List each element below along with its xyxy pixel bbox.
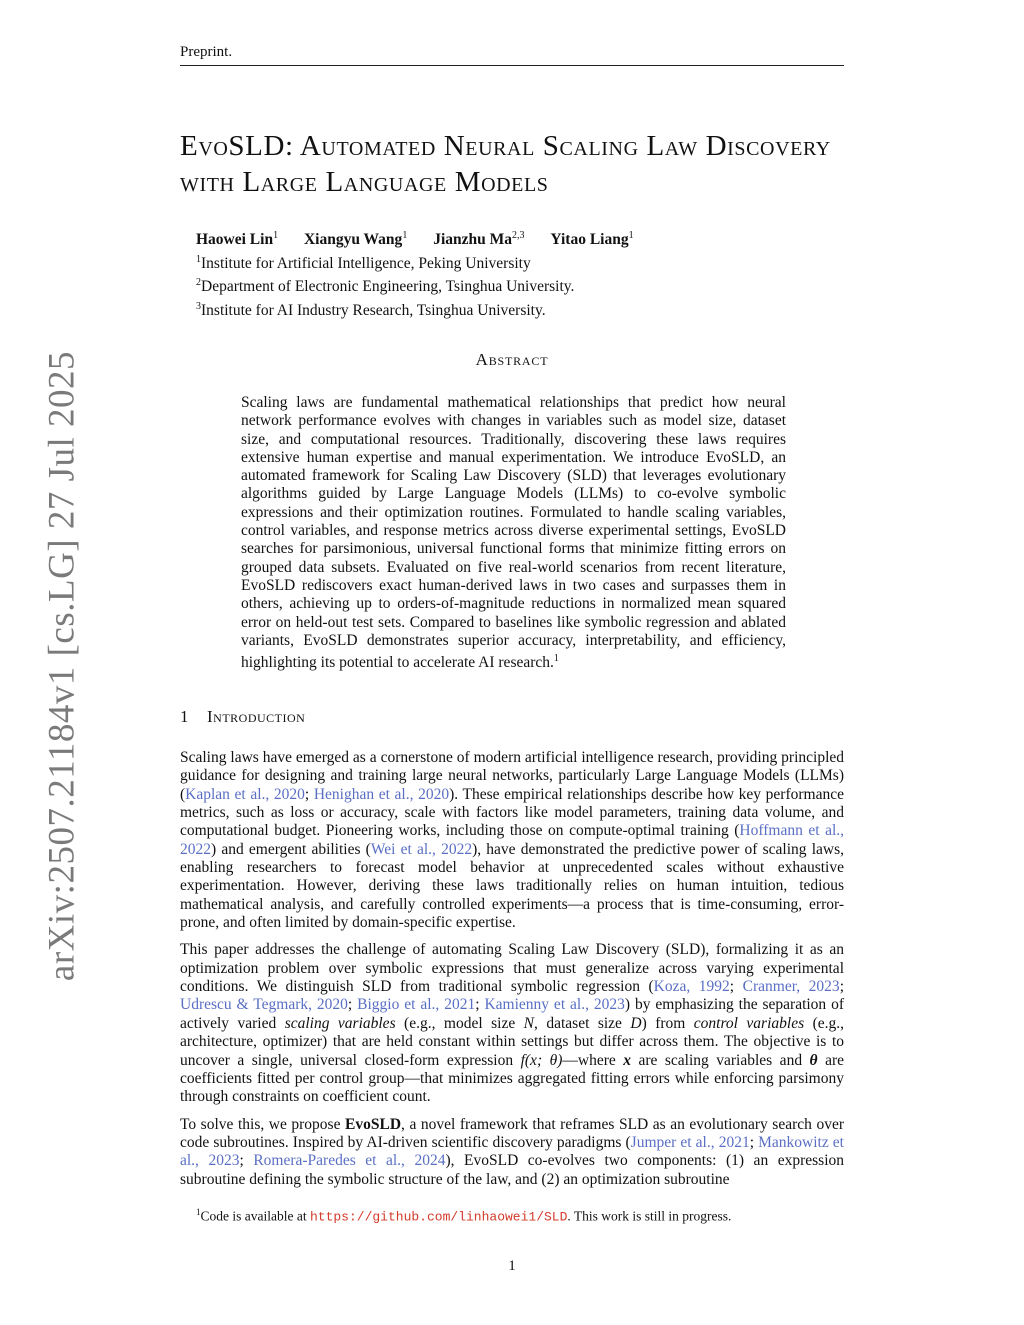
introduction-body [180, 749, 844, 1198]
author-name [550, 231, 633, 248]
paragraph-text: This paper addresses the challenge of automating Scaling Law Discovery (SLD), formalizing it as an optimization problem over symbolic expressions that must generalize across varying experimental conditions. We distinguish SLD from traditional symbolic regression ( [180, 941, 844, 996]
paragraph [180, 749, 844, 932]
author-affiliation-mark: 1 [402, 230, 408, 241]
paper-title: EvoSLD: Automated Neural Scaling Law Discovery with Large Language Models [180, 130, 831, 198]
paragraph-text: are coefficients fitted per control group—that minimizes aggregated fitting errors while enforcing parsimony through constraints on coefficient count. [180, 1051, 844, 1106]
arxiv-identifier-stamp: arXiv:2507.21184v1 [cs.LG] 27 Jul 2025 [41, 350, 83, 982]
paragraph-text: ; [239, 1152, 254, 1170]
footnote-text: Code is available at [200, 1208, 310, 1224]
paragraph-text: , a novel framework that reframes SLD as an evolutionary search over code subroutines. Inspired by AI-driven scientific discovery paradigms ( [180, 1115, 844, 1151]
citation-link[interactable]: Jumper et al., 2021 [630, 1133, 750, 1151]
paragraph [180, 1116, 844, 1189]
author-affiliation-mark: 1 [628, 230, 634, 241]
math-symbol: D [630, 1014, 642, 1032]
paragraph-text: are scaling variables and [630, 1051, 810, 1069]
section-heading [180, 707, 305, 727]
section-title: Introduction [207, 707, 306, 726]
affiliation-mark: 2 [196, 277, 201, 289]
section-number: 1 [180, 707, 189, 726]
paragraph-text: ; [304, 785, 314, 803]
affiliation-text: Institute for AI Industry Research, Tsinghua University. [201, 302, 546, 320]
footnote-mark: 1 [196, 1207, 201, 1217]
footnote [196, 1207, 836, 1225]
author-affiliation-mark: 1 [273, 230, 279, 241]
paragraph-text: ; [749, 1133, 759, 1151]
author-name [433, 231, 524, 248]
citation-link[interactable]: Kamienny et al., 2023 [484, 996, 625, 1014]
abstract-text: Scaling laws are fundamental mathematical relationships that predict how neural network performance evolves with changes in variables such as model size, dataset size, and computational resources. Traditionally, discovering these laws requires extensive human expertise and manual experimentation. We introduce EvoSLD, an automated framework for Scaling Law Discovery (SLD) that leverages evolutionary algorithms guided by Large Language Models (LLMs) to co-evolve symbolic expressions and their optimization routines. Formulated to handle scaling variables, control variables, and response metrics across diverse experimental settings, EvoSLD searches for parsimonious, universal functional forms that minimize fitting errors on grouped data subsets. Evaluated on five real-world scenarios from recent literature, EvoSLD rediscovers exact human-derived laws in two cases and surpasses them in others, achieving up to orders-of-magnitude reductions in normalized mean squared error on held-out test sets. Compared to baselines like symbolic regression and ablated variants, EvoSLD demonstrates superior accuracy, interpretability, and efficiency, highlighting its potential to accelerate AI research. [241, 394, 786, 672]
author-name-text: Yitao Liang [550, 231, 629, 249]
footnote-reference-mark[interactable]: 1 [553, 653, 559, 665]
paragraph-text: ), have demonstrated the predictive power of scaling laws, enabling researchers to forecast model behavior at unprecedented scales without exhaustive experimentation. However, deriving these laws traditionally relies on human intuition, tedious mathematical analysis, and carefully controlled experiments—a process that is time-consuming, error-prone, and often limited by domain-specific expertise. [180, 840, 844, 932]
affiliation-text: Institute for Artificial Intelligence, Peking University [201, 254, 531, 272]
paragraph-text: ; [839, 978, 844, 996]
citation-link[interactable]: Udrescu & Tegmark, 2020 [180, 996, 348, 1014]
paragraph-text: ). These empirical relationships describe how key performance metrics, such as loss or accuracy, scale with factors like model parameters, training data volume, and computational budget. Pioneering works, including those on compute-optimal training ( [180, 785, 844, 840]
citation-link[interactable]: Hoffmann et al., 2022 [180, 822, 844, 858]
author-name [304, 231, 407, 248]
paragraph [180, 941, 844, 1106]
abstract-body [241, 394, 786, 673]
paragraph-text: (e.g., architecture, optimizer) that are held constant within settings but differ across them. The objective is to uncover a single, universal closed-form expression [180, 1014, 844, 1069]
math-expression: f(x; θ) [520, 1051, 563, 1069]
affiliation-mark: 3 [196, 300, 201, 312]
emphasized-term: control variables [693, 1014, 805, 1032]
citation-link[interactable]: Cranmer, 2023 [742, 978, 840, 996]
citation-link[interactable]: Henighan et al., 2020 [313, 785, 450, 803]
emphasized-term: scaling variables [284, 1014, 396, 1032]
author-affiliation-mark: 2,3 [512, 230, 525, 241]
paragraph-text: To solve this, we propose [180, 1115, 346, 1133]
page-number: 1 [508, 1258, 516, 1274]
paragraph-text: , dataset size [534, 1014, 631, 1032]
author-name-text: Haowei Lin [196, 231, 274, 249]
author-block [196, 226, 836, 321]
author-names [196, 226, 836, 250]
paragraph-text: ) by emphasizing the separation of actively varied [180, 996, 845, 1032]
citation-link[interactable]: Biggio et al., 2021 [357, 996, 476, 1014]
abstract-heading: Abstract [475, 350, 549, 369]
paragraph-text: (e.g., model size [395, 1014, 524, 1032]
paragraph-text: ) and emergent abilities ( [211, 840, 371, 858]
affiliation-line [196, 297, 836, 321]
citation-link[interactable]: Kaplan et al., 2020 [185, 785, 305, 803]
paragraph-text: ; [347, 996, 358, 1014]
citation-link[interactable]: Koza, 1992 [653, 978, 730, 996]
paragraph-text: —where [562, 1051, 624, 1069]
author-name-text: Xiangyu Wang [303, 231, 403, 249]
affiliation-text: Department of Electronic Engineering, Tsinghua University. [201, 278, 575, 296]
math-symbol: N [523, 1014, 535, 1032]
affiliation-line [196, 273, 836, 297]
paragraph-text: ) from [641, 1014, 694, 1032]
running-head: Preprint. [180, 44, 844, 66]
paragraph-text: ; [475, 996, 485, 1014]
citation-link[interactable]: Romera-Paredes et al., 2024 [253, 1152, 446, 1170]
paragraph-text: Scaling laws have emerged as a cornerstone of modern artificial intelligence research, providing principled guidance for designing and training large neural networks, particularly Large Language Models (LLMs) ( [180, 749, 844, 803]
code-repository-link[interactable]: https://github.com/linhaowei1/SLD [309, 1209, 568, 1225]
author-name [196, 231, 278, 248]
paragraph-text: ), EvoSLD co-evolves two components: (1) an expression subroutine defining the symbolic structure of the law, and (2) an optimization subroutine [180, 1152, 845, 1188]
math-symbol: θ [809, 1051, 818, 1069]
affiliation-line [196, 250, 836, 274]
footnote-text: . This work is still in progress. [567, 1208, 732, 1224]
paragraph-text: ; [729, 978, 743, 996]
math-symbol: x [623, 1051, 631, 1069]
framework-name: EvoSLD [345, 1115, 402, 1133]
author-name-text: Jianzhu Ma [433, 231, 512, 249]
affiliation-mark: 1 [196, 253, 201, 265]
citation-link[interactable]: Mankowitz et al., 2023 [180, 1133, 844, 1170]
citation-link[interactable]: Wei et al., 2022 [370, 840, 473, 858]
